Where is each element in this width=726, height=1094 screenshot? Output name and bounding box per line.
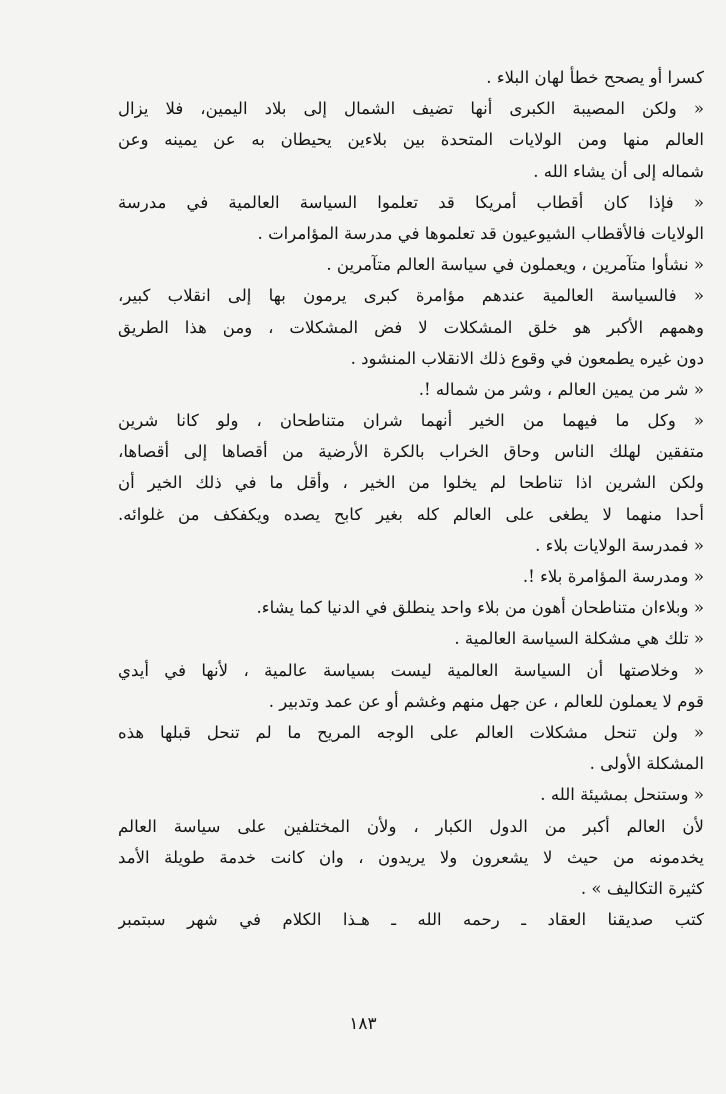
text-line: ولكن الشرين اذا تناطحا لم يخلوا من الخير ، وأقل ما في ذلك الخير أن <box>118 473 704 493</box>
body-text <box>118 62 704 935</box>
text-line: شماله إلى أن يشاء الله . <box>533 161 704 181</box>
text-line: كثيرة التكاليف » . <box>580 878 704 898</box>
text-line: « وكل ما فيهما من الخير أنهما شران متناطحان ، ولو كانا شرين <box>118 411 704 431</box>
text-line: الولايات فالأقطاب الشيوعيون قد تعلموها في مدرسة المؤامرات . <box>257 223 704 243</box>
text-line: العالم منها ومن الولايات المتحدة بين بلاءين يحيطان به عن يمينه وعن <box>118 130 704 150</box>
text-line: يخدمونه من حيث لا يشعرون ولا يريدون ، وان كانت خدمة طويلة الأمد <box>118 847 704 867</box>
page-number: ١٨٣ <box>349 1014 377 1034</box>
text-line: « فالسياسة العالمية عندهم مؤامرة كبرى يرمون بها إلى انقلاب كبير، <box>118 286 704 306</box>
text-line: « فإذا كان أقطاب أمريكا قد تعلموا السياسة العالمية في مدرسة <box>118 192 704 212</box>
text-line: « وستنحل بمشيئة الله . <box>540 785 704 805</box>
text-line: « تلك هي مشكلة السياسة العالمية . <box>454 629 704 649</box>
text-line: « نشأوا متآمرين ، ويعملون في سياسة العالم متآمرين . <box>326 255 704 275</box>
text-line: « وخلاصتها أن السياسة العالمية ليست بسياسة عالمية ، لأنها في أيدي <box>118 660 704 680</box>
text-line: أحدا منهما لا يطغى على العالم كله بغير كابح يصده ويكفكف من غلوائه. <box>118 504 704 524</box>
text-line: قوم لا يعملون للعالم ، عن جهل منهم وغشم أو عن عمد وتدبير . <box>268 691 704 711</box>
text-line: دون غيره يطمعون في وقوع ذلك الانقلاب المنشود . <box>350 348 704 368</box>
text-line: كتب صديقنا العقاد ـ رحمه الله ـ هـذا الكلام في شهر سبتمبر <box>118 910 704 930</box>
text-line: « شر من يمين العالم ، وشر من شماله !. <box>418 379 704 399</box>
text-line: وهمهم الأكبر هو خلق المشكلات لا فض المشكلات ، ومن هذا الطريق <box>118 317 704 337</box>
text-line: « فمدرسة الولايات بلاء . <box>535 535 704 555</box>
text-line: لأن العالم أكبر من الدول الكبار ، ولأن المختلفين على سياسة العالم <box>118 816 704 836</box>
text-line: « ومدرسة المؤامرة بلاء !. <box>522 567 704 586</box>
text-line: « وبلاءان متناطحان أهون من بلاء واحد ينطلق في الدنيا كما يشاء. <box>256 598 704 618</box>
text-line: « ولن تنحل مشكلات العالم على الوجه المريح ما لم تنحل قبلها هذه <box>118 722 704 742</box>
text-line: متفقين لهلك الناس وحاق الخراب بالكرة الأرضية من أقصاها إلى أقصاها، <box>118 442 704 462</box>
text-line: « ولكن المصيبة الكبرى أنها تضيف الشمال إلى بلاد اليمين، فلا يزال <box>118 99 704 119</box>
text-line: كسرا أو يصحح خطأ لهان البلاء . <box>486 68 704 87</box>
text-line: المشكلة الأولى . <box>589 754 704 774</box>
